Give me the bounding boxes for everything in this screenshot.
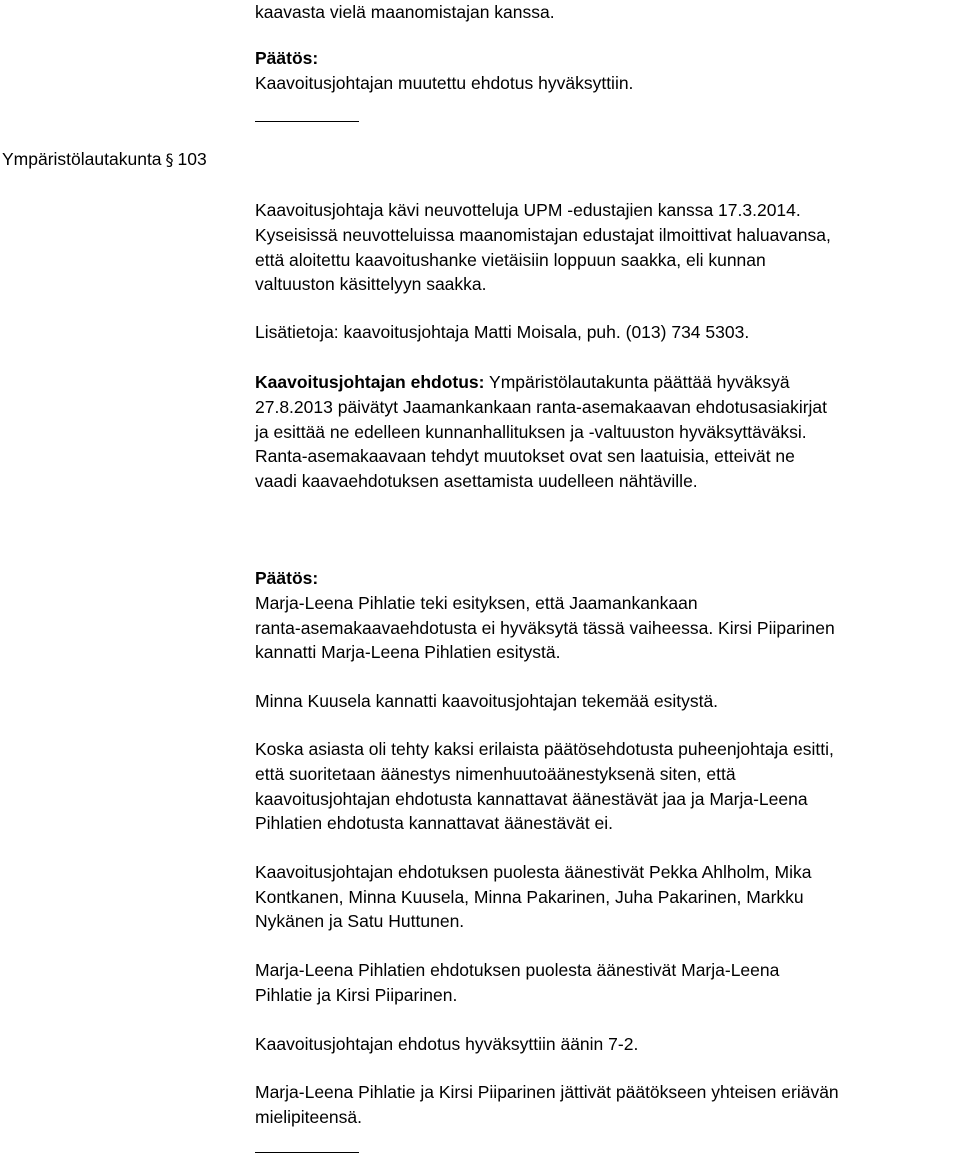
text-line: että suoritetaan äänestys nimenhuutoäänestyksenä siten, että <box>255 764 736 784</box>
section-number: 103 <box>177 149 207 169</box>
section-symbol: § <box>165 150 174 169</box>
text-line: Koska asiasta oli tehty kaksi erilaista päätösehdotusta puheenjohtaja esitti, <box>255 739 834 759</box>
proposal-label: Kaavoitusjohtajan ehdotus: <box>255 372 485 392</box>
text-line: Marja-Leena Pihlatien ehdotuksen puolesta äänestivät Marja-Leena <box>255 960 780 980</box>
text-line: valtuuston käsittelyyn saakka. <box>255 274 487 294</box>
text-line: Kontkanen, Minna Kuusela, Minna Pakarinen, Juha Pakarinen, Markku <box>255 887 804 907</box>
continuation-line: kaavasta vielä maanomistajan kanssa. <box>255 2 555 22</box>
contact-info: Lisätietoja: kaavoitusjohtaja Matti Moisala, puh. (013) 734 5303. <box>255 322 750 342</box>
decision-text: Kaavoitusjohtajan muutettu ehdotus hyväksyttiin. <box>255 73 634 93</box>
proposal-first-line <box>255 370 790 394</box>
section-heading <box>2 147 207 172</box>
text-line: Kaavoitusjohtaja kävi neuvotteluja UPM -edustajien kanssa 17.3.2014. <box>255 200 801 220</box>
text-line: kaavoitusjohtajan ehdotusta kannattavat äänestävät jaa ja Marja-Leena <box>255 789 808 809</box>
section-divider <box>255 121 359 122</box>
text-line: että aloitettu kaavoitushanke vietäisiin loppuun saakka, eli kunnan <box>255 250 766 270</box>
section-body: Ympäristölautakunta <box>2 149 162 169</box>
text-line: Marja-Leena Pihlatie teki esityksen, että Jaamankankaan <box>255 593 698 613</box>
text-line: Nykänen ja Satu Huttunen. <box>255 911 465 931</box>
decision-label: Päätös: <box>255 568 319 588</box>
text-line: Pihlatien ehdotusta kannattavat äänestävät ei. <box>255 813 614 833</box>
text-line: Kaavoitusjohtajan ehdotuksen puolesta äänestivät Pekka Ahlholm, Mika <box>255 862 812 882</box>
text-line: Kyseisissä neuvotteluissa maanomistajan edustajat ilmoittivat haluavansa, <box>255 225 831 245</box>
text-line: Pihlatie ja Kirsi Piiparinen. <box>255 985 458 1005</box>
text-line: ja esittää ne edelleen kunnanhallituksen ja -valtuuston hyväksyttäväksi. <box>255 422 807 442</box>
text-line: vaadi kaavaehdotuksen asettamista uudelleen nähtäville. <box>255 471 698 491</box>
vote-result: Kaavoitusjohtajan ehdotus hyväksyttiin äänin 7-2. <box>255 1034 639 1054</box>
text-line: mielipiteensä. <box>255 1107 362 1127</box>
text-line: Ranta-asemakaavaan tehdyt muutokset ovat sen laatuisia, etteivät ne <box>255 446 795 466</box>
text-line: Minna Kuusela kannatti kaavoitusjohtajan tekemää esitystä. <box>255 691 719 711</box>
text-line: 27.8.2013 päivätyt Jaamankankaan ranta-asemakaavan ehdotusasiakirjat <box>255 397 828 417</box>
text-line: kannatti Marja-Leena Pihlatien esitystä. <box>255 642 561 662</box>
section-divider <box>255 1152 359 1153</box>
proposal-text: Ympäristölautakunta päättää hyväksyä <box>489 372 790 392</box>
text-line: Marja-Leena Pihlatie ja Kirsi Piiparinen jättivät päätökseen yhteisen eriävän <box>255 1082 839 1102</box>
decision-label: Päätös: <box>255 48 319 68</box>
text-line: ranta-asemakaavaehdotusta ei hyväksytä tässä vaiheessa. Kirsi Piiparinen <box>255 618 835 638</box>
